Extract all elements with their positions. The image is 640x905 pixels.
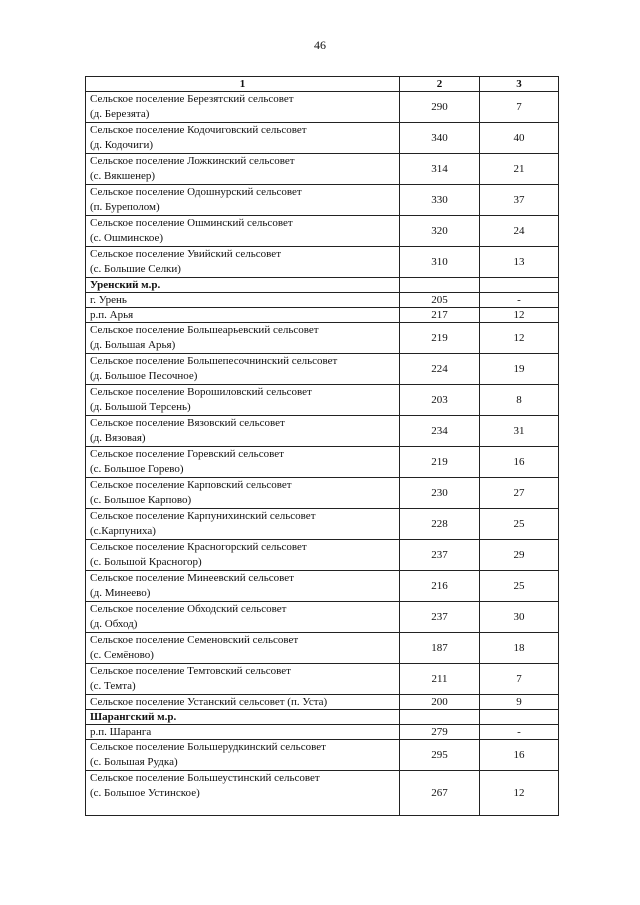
settlement-center: (с. Большая Рудка) xyxy=(90,756,178,768)
settlement-center: (д. Березята) xyxy=(90,108,150,120)
settlement-center: (с. Большое Горево) xyxy=(90,463,184,475)
table-row xyxy=(86,540,559,571)
settlement-name-cell xyxy=(86,710,400,725)
value-col-3: 12 xyxy=(480,323,559,354)
section-row xyxy=(86,710,559,725)
value-col-3: 25 xyxy=(480,509,559,540)
value-col-3: 13 xyxy=(480,247,559,278)
table-row xyxy=(86,695,559,710)
value-col-3: 29 xyxy=(480,540,559,571)
value-col-2 xyxy=(400,710,480,725)
settlement-name-cell xyxy=(86,154,400,185)
table-row xyxy=(86,664,559,695)
value-col-3: 21 xyxy=(480,154,559,185)
settlement-name: р.п. Арья xyxy=(90,309,134,321)
value-col-2: 237 xyxy=(400,602,480,633)
settlement-center: (с. Вякшенер) xyxy=(90,170,156,182)
settlement-name-cell xyxy=(86,509,400,540)
value-col-2: 310 xyxy=(400,247,480,278)
settlement-name: Сельское поселение Одошнурский сельсовет xyxy=(90,186,302,198)
page-number: 46 xyxy=(314,38,326,52)
value-col-2: 340 xyxy=(400,123,480,154)
settlement-center: (п. Буреполом) xyxy=(90,201,160,213)
value-col-3: 37 xyxy=(480,185,559,216)
value-col-2: 230 xyxy=(400,478,480,509)
value-col-3: 30 xyxy=(480,602,559,633)
value-col-3: - xyxy=(480,725,559,740)
value-col-2: 211 xyxy=(400,664,480,695)
value-col-2: 219 xyxy=(400,447,480,478)
value-col-2: 200 xyxy=(400,695,480,710)
settlement-name-cell xyxy=(86,308,400,323)
settlement-name: Уренский м.р. xyxy=(90,279,161,291)
value-col-2 xyxy=(400,278,480,293)
value-col-3: 27 xyxy=(480,478,559,509)
settlement-name: Сельское поселение Обходский сельсовет xyxy=(90,603,287,615)
settlement-name: Сельское поселение Увийский сельсовет xyxy=(90,248,282,260)
settlement-name: Шарангский м.р. xyxy=(90,711,177,723)
settlement-center: (с.Карпуниха) xyxy=(90,525,156,537)
settlement-center: (с. Темта) xyxy=(90,680,136,692)
value-col-3: 7 xyxy=(480,664,559,695)
table-row xyxy=(86,308,559,323)
value-col-2: 314 xyxy=(400,154,480,185)
value-col-3: 12 xyxy=(480,771,559,816)
settlement-name: р.п. Шаранга xyxy=(90,726,152,738)
settlement-center: (с. Большое Устинское) xyxy=(90,787,200,799)
settlement-name: г. Урень xyxy=(90,294,127,306)
settlement-center: (д. Минеево) xyxy=(90,587,151,599)
settlement-name: Сельское поселение Устанский сельсовет (п. Уста) xyxy=(90,696,328,708)
settlement-name-cell xyxy=(86,293,400,308)
value-col-3: 31 xyxy=(480,416,559,447)
settlement-name: Сельское поселение Ворошиловский сельсовет xyxy=(90,386,312,398)
table-row xyxy=(86,154,559,185)
value-col-2: 205 xyxy=(400,293,480,308)
settlement-name-cell xyxy=(86,540,400,571)
table-row xyxy=(86,416,559,447)
value-col-2: 224 xyxy=(400,354,480,385)
settlement-name-cell xyxy=(86,385,400,416)
table-row xyxy=(86,633,559,664)
settlement-name: Сельское поселение Семеновский сельсовет xyxy=(90,634,299,646)
settlement-name: Сельское поселение Горевский сельсовет xyxy=(90,448,284,460)
section-row xyxy=(86,278,559,293)
value-col-3: 12 xyxy=(480,308,559,323)
table-row xyxy=(86,602,559,633)
column-header-1: 1 xyxy=(86,77,400,92)
table-row xyxy=(86,771,559,816)
settlement-center: (д. Кодочиги) xyxy=(90,139,154,151)
value-col-2: 330 xyxy=(400,185,480,216)
value-col-2: 267 xyxy=(400,771,480,816)
settlement-name-cell xyxy=(86,185,400,216)
table-row xyxy=(86,725,559,740)
settlement-center: (д. Обход) xyxy=(90,618,138,630)
table-row xyxy=(86,571,559,602)
value-col-3: 18 xyxy=(480,633,559,664)
settlement-name: Сельское поселение Вязовский сельсовет xyxy=(90,417,285,429)
value-col-2: 237 xyxy=(400,540,480,571)
settlements-table xyxy=(85,76,559,816)
value-col-2: 279 xyxy=(400,725,480,740)
settlement-name-cell xyxy=(86,740,400,771)
table-body xyxy=(86,92,559,816)
settlement-name: Сельское поселение Большепесочнинский сельсовет xyxy=(90,355,338,367)
settlement-center: (д. Большой Терсень) xyxy=(90,401,191,413)
settlement-name-cell xyxy=(86,602,400,633)
value-col-2: 234 xyxy=(400,416,480,447)
settlement-center: (д. Вязовая) xyxy=(90,432,146,444)
settlement-name: Сельское поселение Большеарьевский сельсовет xyxy=(90,324,319,336)
settlement-center: (с. Большие Селки) xyxy=(90,263,181,275)
table-row xyxy=(86,447,559,478)
value-col-3: 16 xyxy=(480,740,559,771)
table-row xyxy=(86,293,559,308)
settlement-name-cell xyxy=(86,278,400,293)
settlement-name: Сельское поселение Кодочиговский сельсовет xyxy=(90,124,307,136)
settlement-name: Сельское поселение Красногорский сельсовет xyxy=(90,541,307,553)
settlement-center: (с. Большое Карпово) xyxy=(90,494,192,506)
value-col-3: 19 xyxy=(480,354,559,385)
table-row xyxy=(86,323,559,354)
value-col-2: 290 xyxy=(400,92,480,123)
settlement-name-cell xyxy=(86,633,400,664)
settlement-name-cell xyxy=(86,247,400,278)
table-row xyxy=(86,385,559,416)
settlement-name: Сельское поселение Карпунихинский сельсовет xyxy=(90,510,316,522)
settlement-center: (с. Большой Красногор) xyxy=(90,556,202,568)
table-row xyxy=(86,354,559,385)
value-col-2: 217 xyxy=(400,308,480,323)
settlement-center: (с. Ошминское) xyxy=(90,232,164,244)
value-col-2: 219 xyxy=(400,323,480,354)
settlement-name: Сельское поселение Березятский сельсовет xyxy=(90,93,294,105)
settlement-name: Сельское поселение Темтовский сельсовет xyxy=(90,665,291,677)
table-row xyxy=(86,478,559,509)
table-row xyxy=(86,509,559,540)
value-col-2: 187 xyxy=(400,633,480,664)
settlement-name-cell xyxy=(86,695,400,710)
settlement-name: Сельское поселение Ошминский сельсовет xyxy=(90,217,293,229)
table-row xyxy=(86,247,559,278)
settlement-name-cell xyxy=(86,725,400,740)
value-col-3: 40 xyxy=(480,123,559,154)
value-col-3: - xyxy=(480,293,559,308)
value-col-3: 24 xyxy=(480,216,559,247)
value-col-3 xyxy=(480,710,559,725)
settlement-name: Сельское поселение Ложкинский сельсовет xyxy=(90,155,295,167)
settlement-name-cell xyxy=(86,216,400,247)
value-col-3: 9 xyxy=(480,695,559,710)
value-col-3: 7 xyxy=(480,92,559,123)
settlement-name: Сельское поселение Большеустинский сельсовет xyxy=(90,772,320,784)
settlement-name-cell xyxy=(86,664,400,695)
header-row xyxy=(86,77,559,92)
settlement-name-cell xyxy=(86,447,400,478)
value-col-3: 16 xyxy=(480,447,559,478)
value-col-3 xyxy=(480,278,559,293)
settlement-center: (с. Семёново) xyxy=(90,649,154,661)
settlement-name-cell xyxy=(86,416,400,447)
value-col-2: 203 xyxy=(400,385,480,416)
settlement-center: (д. Большое Песочное) xyxy=(90,370,198,382)
value-col-3: 8 xyxy=(480,385,559,416)
settlement-name: Сельское поселение Минеевский сельсовет xyxy=(90,572,294,584)
settlement-name-cell xyxy=(86,323,400,354)
settlement-name-cell xyxy=(86,478,400,509)
settlement-name-cell xyxy=(86,354,400,385)
settlement-name: Сельское поселение Карповский сельсовет xyxy=(90,479,292,491)
settlement-name-cell xyxy=(86,571,400,602)
value-col-2: 228 xyxy=(400,509,480,540)
table-row xyxy=(86,185,559,216)
table-row xyxy=(86,92,559,123)
settlement-name-cell xyxy=(86,123,400,154)
table-row xyxy=(86,216,559,247)
value-col-2: 295 xyxy=(400,740,480,771)
table-row xyxy=(86,123,559,154)
column-header-2: 2 xyxy=(400,77,480,92)
value-col-2: 320 xyxy=(400,216,480,247)
settlement-center: (д. Большая Арья) xyxy=(90,339,176,351)
value-col-2: 216 xyxy=(400,571,480,602)
settlement-name-cell xyxy=(86,92,400,123)
settlement-name: Сельское поселение Большерудкинский сельсовет xyxy=(90,741,326,753)
table-row xyxy=(86,740,559,771)
settlement-name-cell xyxy=(86,771,400,816)
column-header-3: 3 xyxy=(480,77,559,92)
value-col-3: 25 xyxy=(480,571,559,602)
